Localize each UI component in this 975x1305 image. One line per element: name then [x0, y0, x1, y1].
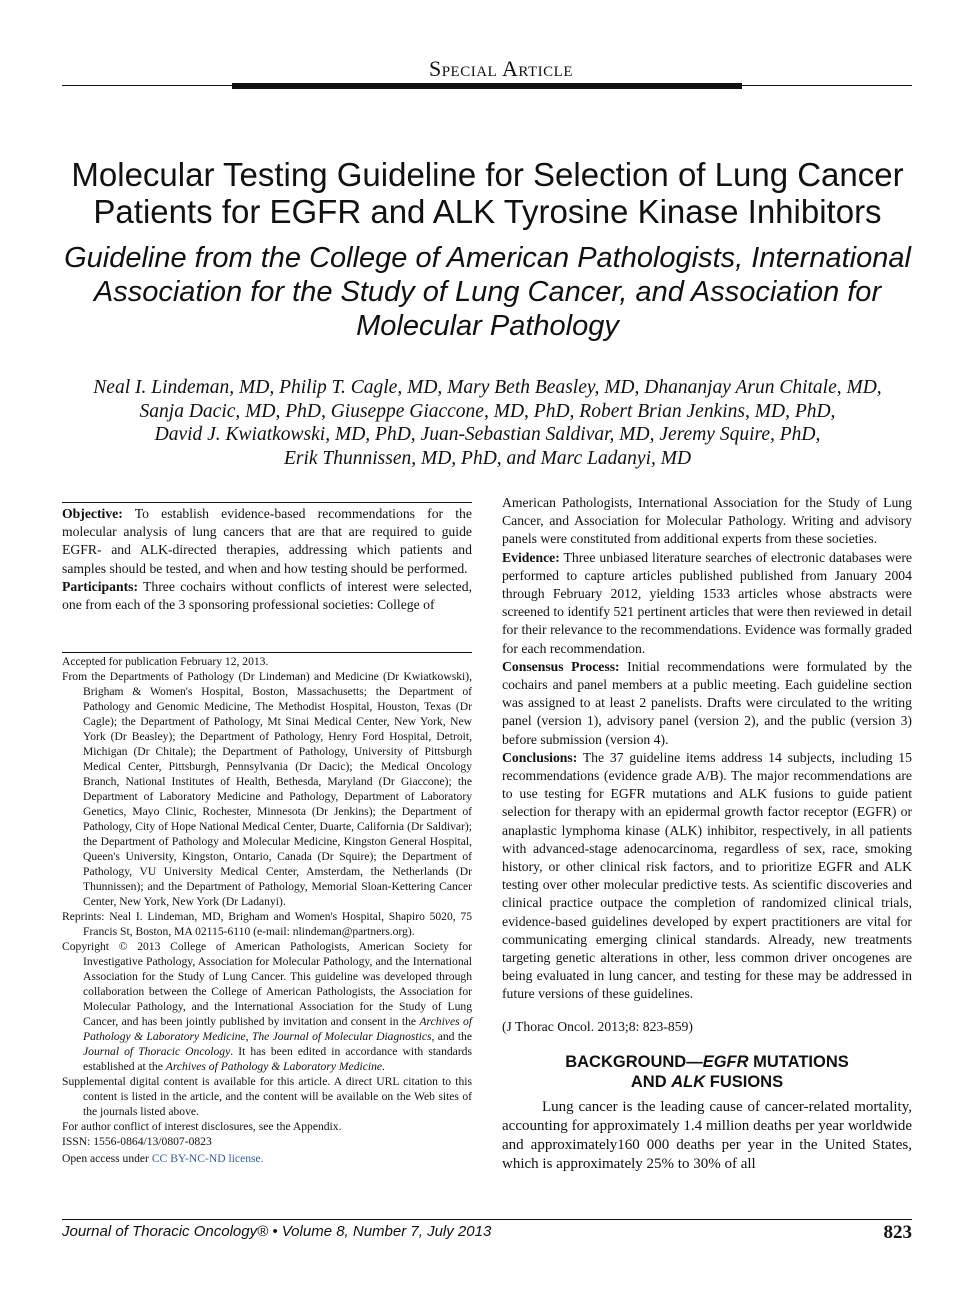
consensus-text: Initial recommendations were formulated by the cochairs and panel members at a public meeting. Each guideline section was assigned to at least 2 panelists. Drafts were circulated to the writing panel (version 1), advisory panel (version 2), and the public (version 3) before submission (version 4).: [502, 658, 912, 747]
footnotes: [62, 652, 472, 1166]
copyright-text: Copyright © 2013 College of American Pathologists, American Society for Investigative Pathology, Association for Molecular Pathology, and the International Association for the Study of Lung Cancer. This guideline was developed through collaboration between the College of American Pathologists, the Association for Molecular Pathology, and the International Association for the Study of Lung Cancer, and has been jointly published by invitation and consent in the: [62, 940, 472, 1028]
heading-part: AND: [630, 1072, 672, 1091]
author-line: Erik Thunnissen, MD, PhD, and Marc Ladanyi, MD: [283, 447, 692, 469]
journal-name: Archives of Pathology & Laboratory Medicine: [83, 1015, 472, 1043]
consensus-label: Consensus Process:: [502, 658, 620, 674]
note-issn: ISSN: 1556-0864/13/0807-0823: [62, 1135, 212, 1148]
copyright-text: . It has been edited in accordance with standards established at the: [83, 1045, 472, 1073]
abstract-citation: (J Thorac Oncol. 2013;8: 823-859): [502, 1018, 693, 1034]
abstract-evidence: [502, 549, 912, 658]
subtitle-line: Guideline from the College of American Pathologists, International: [64, 242, 911, 274]
heading-line: [502, 1052, 912, 1072]
heading-part: BACKGROUND—: [565, 1052, 703, 1071]
journal-footer: Journal of Thoracic Oncology® • Volume 8, Number 7, July 2013: [62, 1223, 492, 1240]
heading-part: FUSIONS: [705, 1072, 784, 1091]
conclusions-text: The 37 guideline items address 14 subjects, including 15 recommendations (evidence grade A/B). The major recommendations are to use testing for EGFR mutations and ALK fusions to guide patient selection for therapy with an epidermal growth factor receptor (EGFR) or anaplastic lymphoma kinase (ALK) inhibitor, respectively, in all patients with advanced-stage adenocarcinoma, regardless of sex, race, smoking history, or other clinical risk factors, and to prioritize EGFR and ALK testing over other molecular predictive tests. As scientific discoveries and clinical practice outpace the completion of randomized clinical trials, evidence-based guidelines developed by expert practitioners are vital for communicating emerging clinical standards. Already, new treatments targeting genetic alterations in other, less common driver oncogenes are being evaluated in lung cancer, and testing for these may be addressed in future versions of these guidelines.: [502, 749, 912, 1002]
subtitle-line: Molecular Pathology: [356, 310, 619, 342]
note-open-access: [62, 1151, 472, 1166]
note-accepted: Accepted for publication February 12, 2013.: [62, 655, 269, 668]
abstract-conclusions: [502, 749, 912, 1004]
abstract-participants: [62, 578, 472, 614]
article-subtitle: [40, 241, 935, 343]
heading-gene: EGFR: [702, 1052, 749, 1071]
subtitle-line: Association for the Study of Lung Cancer, and Association for: [93, 276, 882, 308]
note-conflict: For author conflict of interest disclosures, see the Appendix.: [62, 1120, 342, 1133]
article-title: [40, 156, 935, 230]
footer-rule: [62, 1219, 912, 1220]
evidence-label: Evidence:: [502, 549, 560, 565]
title-line: Molecular Testing Guideline for Selection of Lung Cancer: [71, 156, 904, 193]
abstract-consensus: [502, 658, 912, 749]
header-rule-thick: [232, 83, 742, 89]
title-line: Patients for EGFR and ALK Tyrosine Kinase Inhibitors: [93, 193, 882, 230]
participants-continued: American Pathologists, International Association for the Study of Lung Cancer, and Association for Molecular Pathology. Writing and advisory panels were constituted from additional experts from these societies.: [502, 495, 912, 547]
heading-gene: ALK: [671, 1072, 706, 1091]
participants-label: Participants:: [62, 578, 139, 594]
conclusions-label: Conclusions:: [502, 749, 578, 765]
background-heading: [502, 1052, 912, 1092]
objective-text: To establish evidence-based recommendations for the molecular analysis of lung cancers that are that are required to guide EGFR- and ALK-directed therapies, addressing which patients and samples should be tested, and when and how testing should be performed.: [62, 506, 472, 576]
background-paragraph: Lung cancer is the leading cause of cancer-related mortality, accounting for approximately 1.4 million deaths per year worldwide and approximately160 000 deaths per year in the United States, which is approximately 25% to 30% of all: [502, 1098, 912, 1172]
abstract-right-column: [502, 494, 912, 1174]
author-line: Neal I. Lindeman, MD, Philip T. Cagle, MD, Mary Beth Beasley, MD, Dhananjay Arun Chitale, MD,: [93, 377, 882, 398]
open-access-text: Open access under: [62, 1152, 149, 1165]
note-copyright: Copyright © 2013 College of American Pathologists, American Society for Investigative Pathology, Association for Molecular Pathology, and the International Association for the Study of Lung Cancer. This guideline was developed through collaboration between the College of American Pathologists, the Association for Molecular Pathology, and the International Association for the Study of Lung Cancer, and has been jointly published by invitation and consent in the Archives of Pathology & Laboratory Medicine, The Journal of Molecular Diagnostics, and the Journal of Thoracic Oncology. It has been edited in accordance with standards established at the Archives of Pathology & Laboratory Medicine.: [62, 940, 472, 1073]
heading-line: [502, 1072, 912, 1092]
abstract-objective: [62, 505, 472, 578]
evidence-text: Three unbiased literature searches of electronic databases were performed to capture articles published published from January 2004 through February 2012, yielding 1533 articles whose abstracts were screened to identify 521 pertinent articles that were then reviewed in detail for their relevance to the recommendations. Evidence was formally graded for each recommendation.: [502, 549, 912, 656]
objective-label: Objective:: [62, 506, 123, 521]
author-line: David J. Kwiatkowski, MD, PhD, Juan-Sebastian Saldivar, MD, Jeremy Squire, PhD,: [154, 424, 821, 445]
heading-part: MUTATIONS: [748, 1052, 849, 1071]
license-link[interactable]: CC BY-NC-ND license.: [151, 1152, 264, 1165]
author-line: Sanja Dacic, MD, PhD, Giuseppe Giaccone, MD, PhD, Robert Brian Jenkins, MD, PhD,: [139, 400, 836, 422]
journal-name: Archives of Pathology & Laboratory Medicine: [165, 1060, 383, 1073]
section-label: Special Article: [428, 56, 573, 81]
participants-text: Three cochairs without conflicts of interest were selected, one from each of the 3 sponsoring professional societies: College of: [62, 578, 472, 613]
note-affiliations: From the Departments of Pathology (Dr Lindeman) and Medicine (Dr Kwiatkowski), Brigham & Women's Hospital, Boston, Massachusetts; the Department of Pathology and Genomic Medicine, The Methodist Hospital, Houston, Texas (Dr Cagle); the Department of Pathology, Mt Sinai Medical Center, New York, New York (Dr Beasley); the Department of Pathology, Henry Ford Hospital, Detroit, Michigan (Dr Chitale); the Department of Pathology, University of Pittsburgh Medical Center, Pittsburgh, Pennsylvania (Dr Dacic); the Medical Oncology Branch, National Institutes of Health, Bethesda, Maryland (Dr Giaccone); the Department of Laboratory Medicine and Pathology, Department of Laboratory Genetics, Mayo Clinic, Rochester, Minnesota (Dr Jenkins); the Department of Pathology, City of Hope National Medical Center, Duarte, California (Dr Saldivar); the Department of Pathology and Molecular Medicine, Kingston General Hospital, Queen's University, Kingston, Ontario, Canada (Dr Squire); the Department of Pathology, VU University Medical Center, Amsterdam, the Netherlands (Dr Thunnissen); and the Department of Pathology, Memorial Sloan-Kettering Cancer Center, New York, New York (Dr Ladanyi).: [62, 670, 472, 908]
note-reprints: Reprints: Neal I. Lindeman, MD, Brigham and Women's Hospital, Shapiro 5020, 75 Francis St, Boston, MA 02115-6110 (e-mail: nlindeman@partners.org).: [62, 910, 472, 938]
abstract-left-column: [62, 502, 472, 614]
journal-name: The Journal of Molecular Diagnostics: [251, 1030, 432, 1043]
journal-name: Journal of Thoracic Oncology: [83, 1045, 231, 1058]
page-number: 823: [883, 1222, 912, 1243]
note-supplemental: Supplemental digital content is available for this article. A direct URL citation to this content is listed in the article, and the content will be available on the Web sites of the journals listed above.: [62, 1075, 472, 1118]
author-list: [40, 376, 935, 470]
